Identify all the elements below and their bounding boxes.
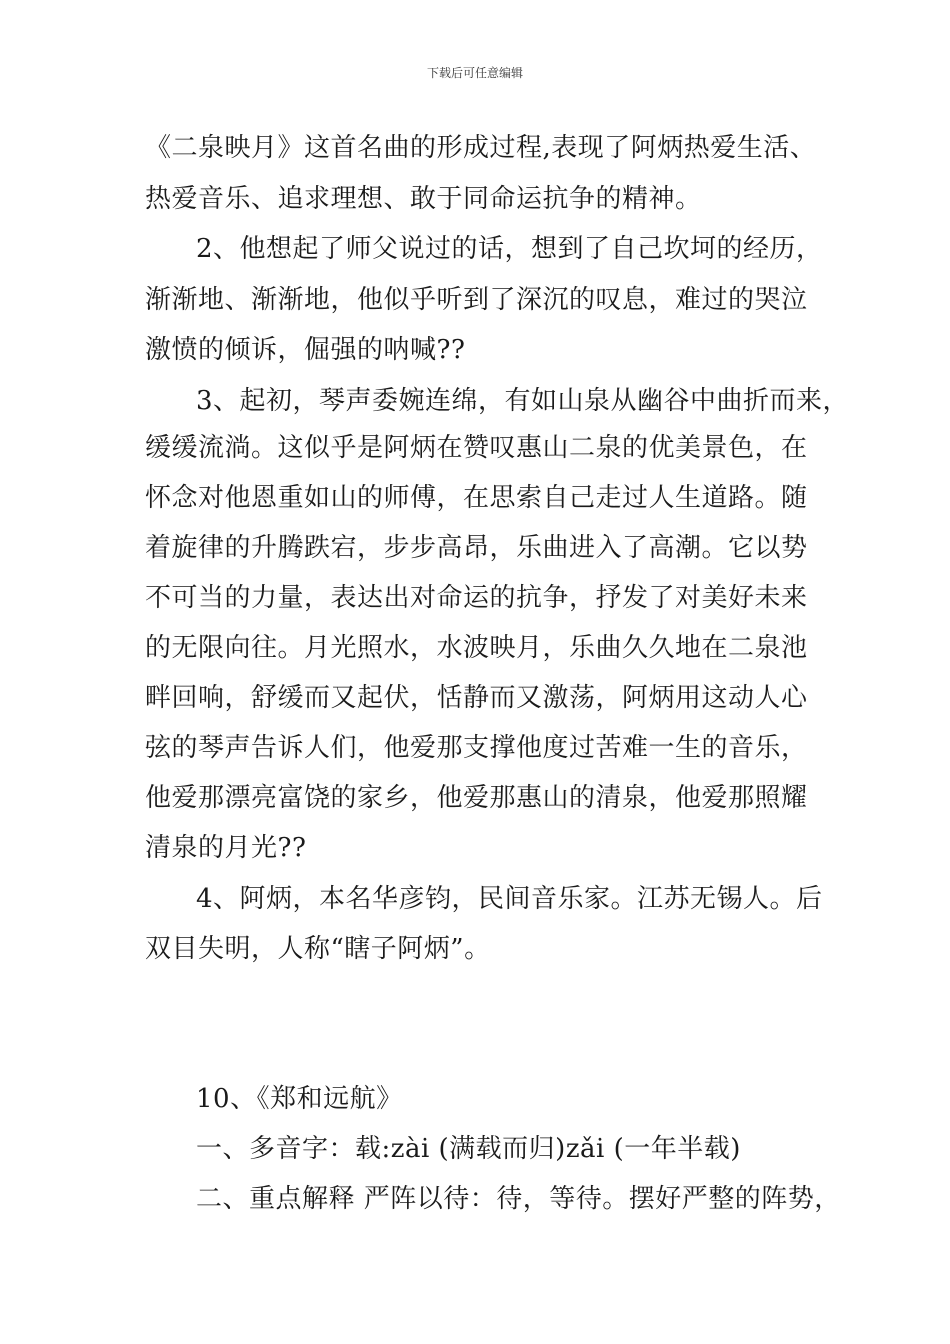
paragraph-line: 清泉的月光?? [145, 833, 307, 863]
paragraph-line: 2、他想起了师父说过的话，想到了自己坎坷的经历， [196, 234, 823, 264]
paragraph-line: 渐渐地、渐渐地，他似乎听到了深沉的叹息，难过的哭泣 [145, 285, 808, 315]
page-header: 下载后可任意编辑 [426, 66, 523, 80]
paragraph-line: 一、多音字：载:zài (满载而归)zǎi (一年半载) [196, 1134, 741, 1164]
paragraph-line: 不可当的力量，表达出对命运的抗争，抒发了对美好未来 [145, 583, 808, 613]
paragraph-line: 4、阿炳，本名华彦钧，民间音乐家。江苏无锡人。后 [196, 884, 823, 914]
paragraph-line: 热爱音乐、追求理想、敢于同命运抗争的精神。 [145, 184, 702, 214]
paragraph-line: 缓缓流淌。这似乎是阿炳在赞叹惠山二泉的优美景色，在 [145, 433, 808, 463]
paragraph-line: 着旋律的升腾跌宕，步步高昂，乐曲进入了高潮。它以势 [145, 533, 808, 563]
paragraph-line: 激愤的倾诉，倔强的呐喊?? [145, 335, 466, 365]
paragraph-line: 3、起初，琴声委婉连绵，有如山泉从幽谷中曲折而来， [196, 386, 850, 416]
paragraph-line: 畔回响，舒缓而又起伏，恬静而又激荡，阿炳用这动人心 [145, 683, 808, 713]
paragraph-line: 《二泉映月》这首名曲的形成过程,表现了阿炳热爱生活、 [145, 133, 817, 163]
paragraph-line: 双目失明，人称“瞎子阿炳”。 [145, 934, 491, 964]
paragraph-line: 他爱那漂亮富饶的家乡，他爱那惠山的清泉，他爱那照耀 [145, 783, 808, 813]
paragraph-line: 弦的琴声告诉人们，他爱那支撑他度过苦难一生的音乐， [145, 733, 808, 763]
section-heading: 10、《郑和远航》 [196, 1084, 403, 1114]
paragraph-line: 怀念对他恩重如山的师傅，在思索自己走过人生道路。随 [145, 483, 808, 513]
paragraph-line: 的无限向往。月光照水，水波映月，乐曲久久地在二泉池 [145, 633, 808, 663]
paragraph-line: 二、重点解释 严阵以待：待，等待。摆好严整的阵势， [196, 1184, 841, 1214]
